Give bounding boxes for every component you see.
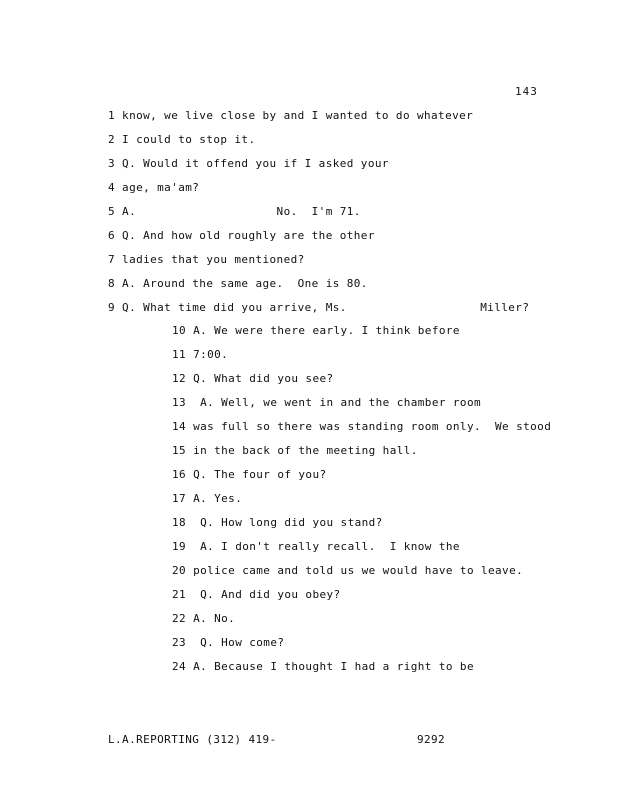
transcript-line-14: 14 was full so there was standing room only. We stood: [172, 420, 552, 433]
transcript-line-12: 12 Q. What did you see?: [172, 372, 334, 385]
transcript-line-19: 19 A. I don't really recall. I know the: [172, 540, 460, 553]
transcript-line-3: 3 Q. Would it offend you if I asked your: [108, 157, 389, 170]
transcript-line-8: 8 A. Around the same age. One is 80.: [108, 277, 368, 290]
page-number: 143: [515, 85, 538, 98]
transcript-line-16: 16 Q. The four of you?: [172, 468, 327, 481]
transcript-line-18: 18 Q. How long did you stand?: [172, 516, 383, 529]
transcript-line-22: 22 A. No.: [172, 612, 236, 625]
transcript-line-24: 24 A. Because I thought I had a right to be: [172, 660, 474, 673]
transcript-line-7: 7 ladies that you mentioned?: [108, 253, 305, 266]
transcript-line-9: 9 Q. What time did you arrive, Ms. Miller?: [108, 301, 530, 314]
transcript-line-1: 1 know, we live close by and I wanted to do whatever: [108, 109, 474, 122]
transcript-line-15: 15 in the back of the meeting hall.: [172, 444, 418, 457]
transcript-line-11: 11 7:00.: [172, 348, 229, 361]
transcript-line-21: 21 Q. And did you obey?: [172, 588, 341, 601]
transcript-line-6: 6 Q. And how old roughly are the other: [108, 229, 375, 242]
transcript-line-2: 2 I could to stop it.: [108, 133, 256, 146]
transcript-line-5: 5 A. No. I'm 71.: [108, 205, 361, 218]
transcript-line-10: 10 A. We were there early. I think before: [172, 324, 460, 337]
transcript-line-4: 4 age, ma'am?: [108, 181, 200, 194]
transcript-line-13: 13 A. Well, we went in and the chamber room: [172, 396, 481, 409]
reporting-footer: L.A.REPORTING (312) 419- 9292: [108, 733, 446, 746]
transcript-line-17: 17 A. Yes.: [172, 492, 243, 505]
transcript-line-23: 23 Q. How come?: [172, 636, 285, 649]
transcript-line-20: 20 police came and told us we would have to leave.: [172, 564, 524, 577]
